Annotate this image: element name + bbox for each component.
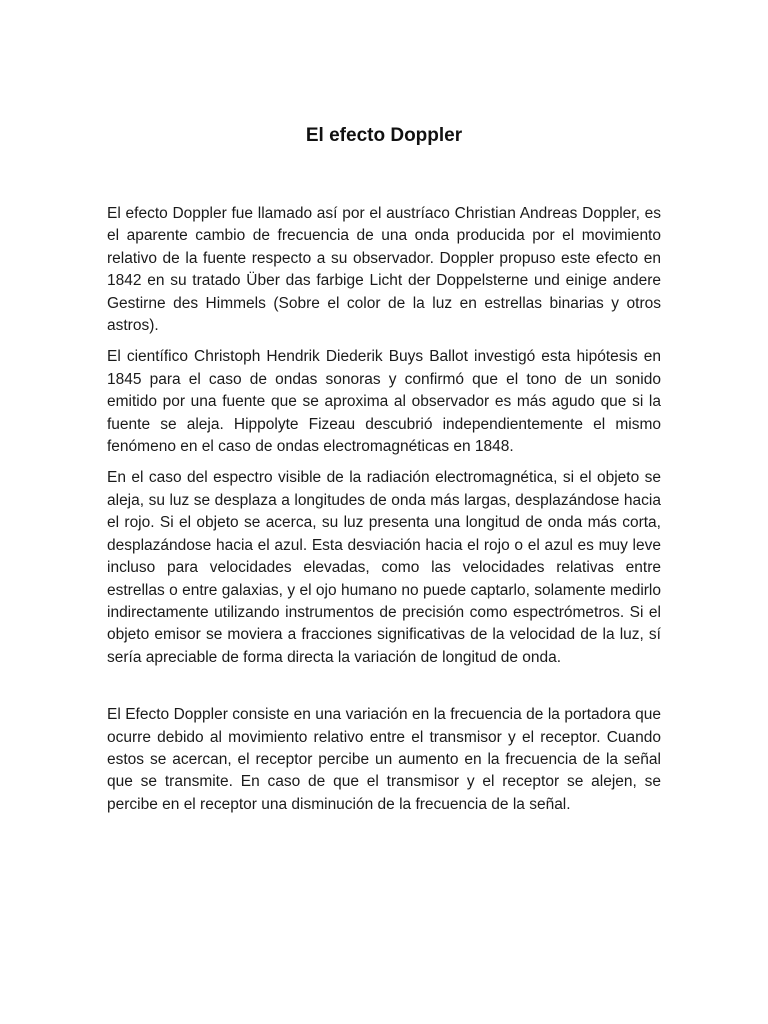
paragraph-doppler-origin: El efecto Doppler fue llamado así por el austríaco Christian Andreas Doppler, es el aparente cambio de frecuencia de una onda producida por el movimiento relativo de la fuente respecto a su observador. Doppler propuso este efecto en 1842 en su tratado Über das farbige Licht der Doppelsterne und einige andere Gestirne des Himmels (Sobre el color de la luz en estrellas binarias y otros astros).: [107, 205, 661, 335]
paragraph-buys-ballot-fizeau: El científico Christoph Hendrik Diederik Buys Ballot investigó esta hipótesis en 1845 para el caso de ondas sonoras y confirmó que el tono de un sonido emitido por una fuente que se aproxima al observador es más agudo que si la fuente se aleja. Hippolyte Fizeau descubrió independientemente el mismo fenómeno en el caso de ondas electromagnéticas en 1848.: [107, 348, 661, 456]
document-title: El efecto Doppler: [305, 125, 463, 146]
paragraph-carrier-frequency: El Efecto Doppler consiste en una variación en la frecuencia de la portadora que ocurre debido al movimiento relativo entre el transmisor y el receptor. Cuando estos se acercan, el receptor percibe un aumento en la frecuencia de la señal que se transmite. En caso de que el transmisor y el receptor se alejen, se percibe en el receptor una disminución de la frecuencia de la señal.: [107, 706, 661, 813]
document-body: [107, 203, 661, 825]
paragraph-visible-spectrum: En el caso del espectro visible de la radiación electromagnética, si el objeto se aleja, su luz se desplaza a longitudes de onda más largas, desplazándose hacia el rojo. Si el objeto se acerca, su luz presenta una longitud de onda más corta, desplazándose hacia el azul. Esta desviación hacia el rojo o el azul es muy leve incluso para velocidades elevadas, como las velocidades relativas entre estrellas o entre galaxias, y el ojo humano no puede captarlo, solamente medirlo indirectamente utilizando instrumentos de precisión como espectrómetros. Si el objeto emisor se moviera a fracciones significativas de la velocidad de la luz, sí sería apreciable de forma directa la variación de longitud de onda.: [107, 469, 661, 666]
